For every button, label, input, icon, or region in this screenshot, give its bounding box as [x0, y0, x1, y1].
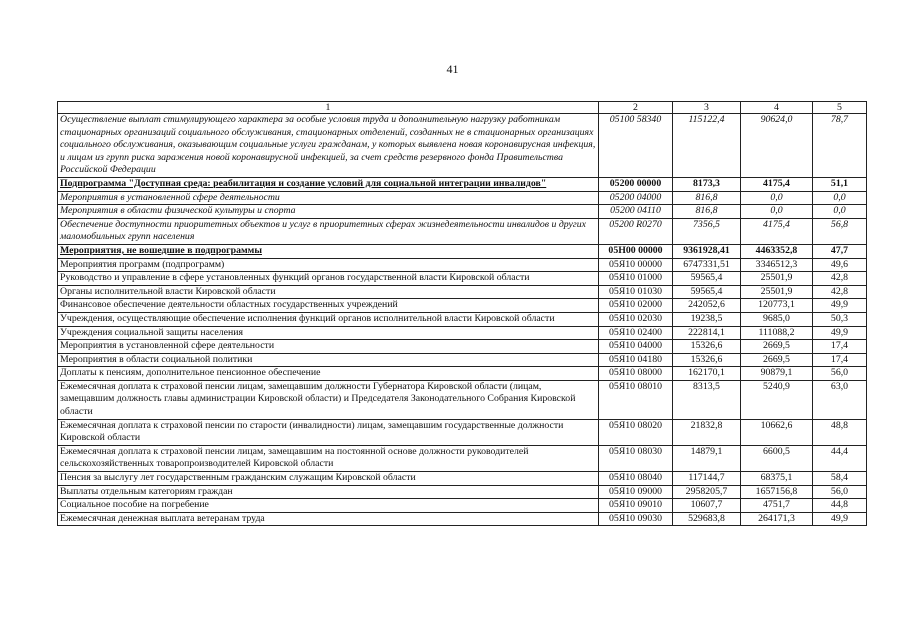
planned-amount-cell: 19238,5	[673, 312, 741, 326]
percent-cell: 17,4	[813, 353, 867, 367]
planned-amount-cell: 15326,6	[673, 340, 741, 354]
budget-code-cell: 05200 00000	[599, 177, 673, 191]
planned-amount-cell: 6747331,51	[673, 258, 741, 272]
row-name-cell: Мероприятия, не вошедшие в подпрограммы	[58, 244, 599, 258]
planned-amount-cell: 9361928,41	[673, 244, 741, 258]
percent-cell: 42,8	[813, 272, 867, 286]
column-header: 3	[673, 102, 741, 114]
row-name-cell: Финансовое обеспечение деятельности областных государственных учреждений	[58, 299, 599, 313]
percent-cell: 49,9	[813, 299, 867, 313]
budget-code-cell: 05Я10 02000	[599, 299, 673, 313]
table-row	[58, 472, 867, 486]
table-row	[58, 258, 867, 272]
budget-code-cell: 05Я10 00000	[599, 258, 673, 272]
executed-amount-cell: 90879,1	[741, 367, 813, 381]
table-row	[58, 445, 867, 471]
budget-code-cell: 05Я10 02030	[599, 312, 673, 326]
percent-cell: 44,8	[813, 499, 867, 513]
column-header: 2	[599, 102, 673, 114]
budget-code-cell: 05Я10 08030	[599, 445, 673, 471]
planned-amount-cell: 59565,4	[673, 285, 741, 299]
table-row	[58, 312, 867, 326]
budget-code-cell: 05Я10 09010	[599, 499, 673, 513]
column-header: 5	[813, 102, 867, 114]
planned-amount-cell: 59565,4	[673, 272, 741, 286]
executed-amount-cell: 9685,0	[741, 312, 813, 326]
percent-cell: 51,1	[813, 177, 867, 191]
planned-amount-cell: 7356,5	[673, 218, 741, 244]
executed-amount-cell: 120773,1	[741, 299, 813, 313]
executed-amount-cell: 0,0	[741, 191, 813, 205]
row-name-cell: Обеспечение доступности приоритетных объектов и услуг в приоритетных сферах жизнедеятельности инвалидов и других маломобильных групп населения	[58, 218, 599, 244]
planned-amount-cell: 10607,7	[673, 499, 741, 513]
row-name-cell: Пенсия за выслугу лет государственным гражданским служащим Кировской области	[58, 472, 599, 486]
budget-code-cell: 05Я10 01030	[599, 285, 673, 299]
table-row	[58, 353, 867, 367]
planned-amount-cell: 222814,1	[673, 326, 741, 340]
budget-code-cell: 05Я10 09000	[599, 485, 673, 499]
planned-amount-cell: 162170,1	[673, 367, 741, 381]
budget-code-cell: 05200 R0270	[599, 218, 673, 244]
percent-cell: 49,9	[813, 326, 867, 340]
row-name-cell: Ежемесячная денежная выплата ветеранам труда	[58, 512, 599, 526]
budget-code-cell: 05Н00 00000	[599, 244, 673, 258]
row-name-cell: Руководство и управление в сфере установленных функций органов государственной власти Кировской области	[58, 272, 599, 286]
executed-amount-cell: 4175,4	[741, 177, 813, 191]
budget-code-cell: 05Я10 09030	[599, 512, 673, 526]
table-row	[58, 177, 867, 191]
row-name-cell: Ежемесячная доплата к страховой пенсии лицам, замещавшим на постоянной основе должности руководителей сельскохозяйственных товаропроизводителей Кировской области	[58, 445, 599, 471]
executed-amount-cell: 25501,9	[741, 285, 813, 299]
percent-cell: 58,4	[813, 472, 867, 486]
executed-amount-cell: 2669,5	[741, 340, 813, 354]
table-row	[58, 285, 867, 299]
executed-amount-cell: 5240,9	[741, 380, 813, 419]
percent-cell: 56,0	[813, 367, 867, 381]
table-row	[58, 272, 867, 286]
row-name-cell: Органы исполнительной власти Кировской области	[58, 285, 599, 299]
executed-amount-cell: 90624,0	[741, 114, 813, 178]
budget-code-cell: 05Я10 08010	[599, 380, 673, 419]
planned-amount-cell: 21832,8	[673, 419, 741, 445]
percent-cell: 50,3	[813, 312, 867, 326]
table-row	[58, 244, 867, 258]
row-name-cell: Мероприятия в установленной сфере деятельности	[58, 191, 599, 205]
row-name-cell: Доплаты к пенсиям, дополнительное пенсионное обеспечение	[58, 367, 599, 381]
executed-amount-cell: 2669,5	[741, 353, 813, 367]
table-row	[58, 380, 867, 419]
planned-amount-cell: 816,8	[673, 191, 741, 205]
row-name-cell: Ежемесячная доплата к страховой пенсии по старости (инвалидности) лицам, замещавшим государственные должности Кировской области	[58, 419, 599, 445]
row-name-cell: Осуществление выплат стимулирующего характера за особые условия труда и дополнительную нагрузку работникам стационарных организаций социального обслуживания, стационарных отделений, созданных не в стационарных организациях социального обслуживания, оказывающим социальные услуги гражданам, у которых выявлена новая коронавирусная инфекция, и лицам из групп риска заражения новой коронавирусной инфекцией, за счет средств резервного фонда Правительства Российской Федерации	[58, 114, 599, 178]
budget-code-cell: 05200 04110	[599, 205, 673, 219]
budget-code-cell: 05100 58340	[599, 114, 673, 178]
percent-cell: 17,4	[813, 340, 867, 354]
percent-cell: 0,0	[813, 205, 867, 219]
executed-amount-cell: 3346512,3	[741, 258, 813, 272]
percent-cell: 44,4	[813, 445, 867, 471]
executed-amount-cell: 25501,9	[741, 272, 813, 286]
planned-amount-cell: 14879,1	[673, 445, 741, 471]
budget-code-cell: 05Я10 04180	[599, 353, 673, 367]
row-name-cell: Подпрограмма "Доступная среда: реабилитация и создание условий для социальной интеграции инвалидов"	[58, 177, 599, 191]
planned-amount-cell: 2958205,7	[673, 485, 741, 499]
executed-amount-cell: 68375,1	[741, 472, 813, 486]
table-row	[58, 205, 867, 219]
table-row	[58, 114, 867, 178]
row-name-cell: Выплаты отдельным категориям граждан	[58, 485, 599, 499]
planned-amount-cell: 816,8	[673, 205, 741, 219]
row-name-cell: Мероприятия в области физической культуры и спорта	[58, 205, 599, 219]
percent-cell: 47,7	[813, 244, 867, 258]
executed-amount-cell: 4175,4	[741, 218, 813, 244]
row-name-cell: Социальное пособие на погребение	[58, 499, 599, 513]
budget-code-cell: 05200 04000	[599, 191, 673, 205]
planned-amount-cell: 15326,6	[673, 353, 741, 367]
table-row	[58, 340, 867, 354]
row-name-cell: Мероприятия в области социальной политики	[58, 353, 599, 367]
row-name-cell: Мероприятия программ (подпрограмм)	[58, 258, 599, 272]
budget-table	[57, 101, 867, 526]
planned-amount-cell: 242052,6	[673, 299, 741, 313]
table-row	[58, 218, 867, 244]
table-row	[58, 299, 867, 313]
row-name-cell: Мероприятия в установленной сфере деятельности	[58, 340, 599, 354]
table-body	[58, 114, 867, 526]
budget-code-cell: 05Я10 02400	[599, 326, 673, 340]
table-row	[58, 191, 867, 205]
table-row	[58, 367, 867, 381]
column-header: 4	[741, 102, 813, 114]
page-number: 41	[446, 62, 459, 76]
planned-amount-cell: 117144,7	[673, 472, 741, 486]
percent-cell: 42,8	[813, 285, 867, 299]
planned-amount-cell: 529683,8	[673, 512, 741, 526]
planned-amount-cell: 8313,5	[673, 380, 741, 419]
table-row	[58, 326, 867, 340]
percent-cell: 49,9	[813, 512, 867, 526]
percent-cell: 49,6	[813, 258, 867, 272]
budget-code-cell: 05Я10 08040	[599, 472, 673, 486]
table-row	[58, 485, 867, 499]
executed-amount-cell: 1657156,8	[741, 485, 813, 499]
table-row	[58, 499, 867, 513]
planned-amount-cell: 115122,4	[673, 114, 741, 178]
executed-amount-cell: 4751,7	[741, 499, 813, 513]
executed-amount-cell: 6600,5	[741, 445, 813, 471]
percent-cell: 63,0	[813, 380, 867, 419]
column-header: 1	[58, 102, 599, 114]
executed-amount-cell: 111088,2	[741, 326, 813, 340]
executed-amount-cell: 4463352,8	[741, 244, 813, 258]
budget-code-cell: 05Я10 08000	[599, 367, 673, 381]
percent-cell: 56,0	[813, 485, 867, 499]
header-row	[58, 102, 867, 114]
budget-code-cell: 05Я10 04000	[599, 340, 673, 354]
executed-amount-cell: 10662,6	[741, 419, 813, 445]
table-row	[58, 419, 867, 445]
budget-code-cell: 05Я10 08020	[599, 419, 673, 445]
row-name-cell: Ежемесячная доплата к страховой пенсии лицам, замещавшим должности Губернатора Кировской области (лицам, замещавшим должность главы администрации Кировской области) и Председателя Законодательного Собрания Кировской области	[58, 380, 599, 419]
table-row	[58, 512, 867, 526]
budget-code-cell: 05Я10 01000	[599, 272, 673, 286]
percent-cell: 48,8	[813, 419, 867, 445]
percent-cell: 56,8	[813, 218, 867, 244]
executed-amount-cell: 0,0	[741, 205, 813, 219]
planned-amount-cell: 8173,3	[673, 177, 741, 191]
percent-cell: 0,0	[813, 191, 867, 205]
percent-cell: 78,7	[813, 114, 867, 178]
row-name-cell: Учреждения, осуществляющие обеспечение исполнения функций органов исполнительной власти Кировской области	[58, 312, 599, 326]
row-name-cell: Учреждения социальной защиты населения	[58, 326, 599, 340]
executed-amount-cell: 264171,3	[741, 512, 813, 526]
